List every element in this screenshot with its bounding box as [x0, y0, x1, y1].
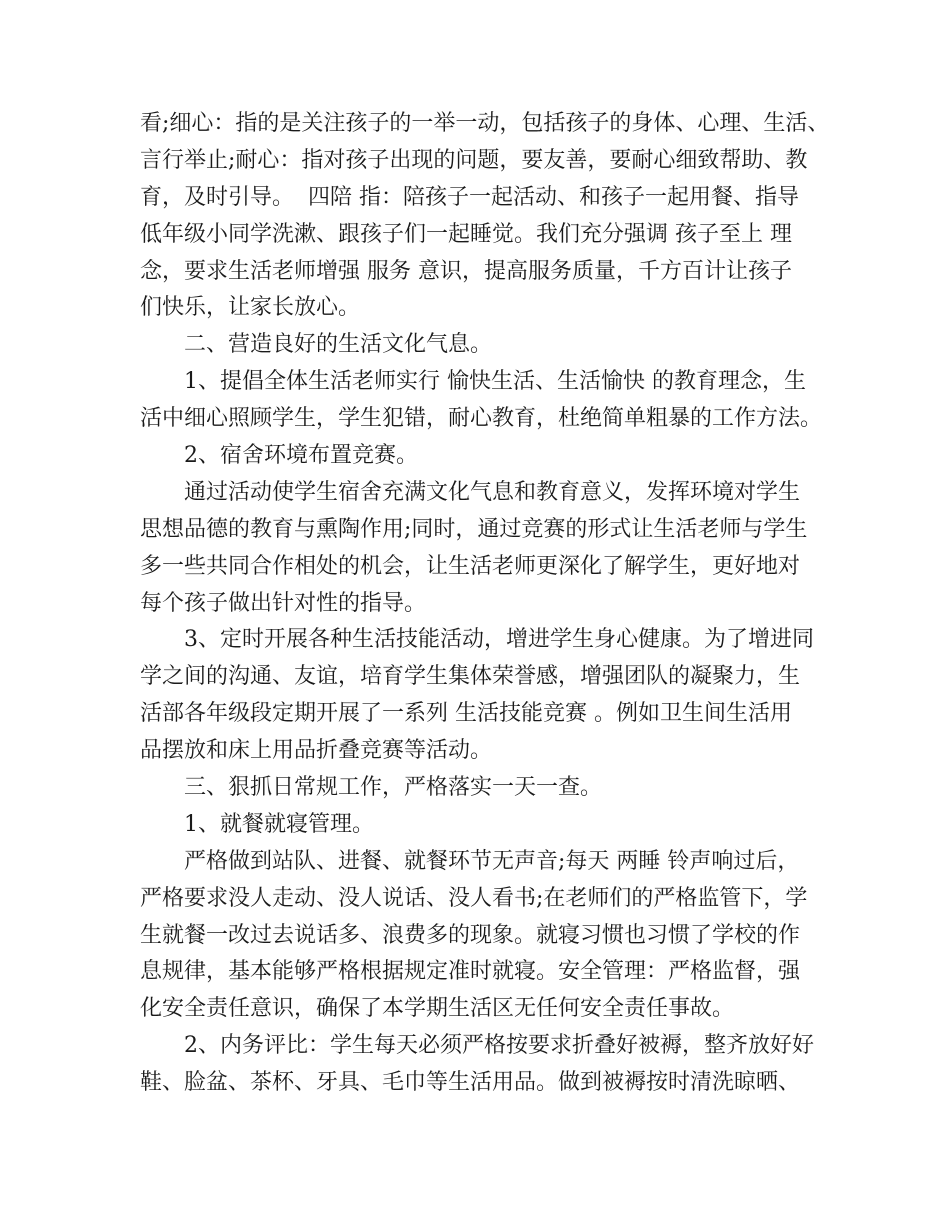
text-line: 2、宿舍环境布置竞赛。: [184, 443, 418, 469]
text-line: 看;细心：指的是关注孩子的一举一动，包括孩子的身体、心理、生活、: [140, 111, 830, 136]
text-line: 严格要求没人走动、没人说话、没人看书;在老师们的严格监管下，学: [140, 885, 808, 911]
text-line: 念，要求生活老师增强 服务 意识，提高服务质量，千方百计让孩子: [140, 258, 792, 284]
text-line: 通过活动使学生宿舍充满文化气息和教育意义，发挥环境对学生: [184, 479, 801, 505]
text-line: 思想品德的教育与熏陶作用;同时，通过竞赛的形式让生活老师与学生: [140, 516, 808, 542]
text-line: 活中细心照顾学生，学生犯错，耐心教育，杜绝简单粗暴的工作方法。: [140, 406, 823, 432]
text-line: 鞋、脸盆、茶杯、牙具、毛巾等生活用品。做到被褥按时清洗晾晒、: [140, 1070, 801, 1096]
text-line: 三、狠抓日常规工作，严格落实一天一查。: [184, 775, 603, 801]
text-line: 学之间的沟通、友谊，培育学生集体荣誉感，增强团队的凝聚力，生: [140, 664, 801, 690]
text-line: 品摆放和床上用品折叠竞赛等活动。: [140, 738, 493, 764]
text-line: 育，及时引导。 四陪 指：陪孩子一起活动、和孩子一起用餐、指导: [140, 184, 799, 210]
text-line: 低年级小同学洗漱、跟孩子们一起睡觉。我们充分强调 孩子至上 理: [140, 221, 792, 247]
text-line: 言行举止;耐心：指对孩子出现的问题，要友善，要耐心细致帮助、教: [140, 147, 808, 173]
text-line: 2、内务评比：学生每天必须严格按要求折叠好被褥，整齐放好好: [184, 1033, 814, 1059]
text-line: 二、营造良好的生活文化气息。: [184, 332, 493, 358]
text-line: 严格做到站队、进餐、就餐环节无声音;每天 两睡 铃声响过后，: [184, 848, 800, 874]
text-line: 多一些共同合作相处的机会，让生活老师更深化了解学生，更好地对: [140, 553, 801, 579]
text-line: 1、就餐就寝管理。: [184, 811, 374, 837]
text-line: 生就餐一改过去说话多、浪费多的现象。就寝习惯也习惯了学校的作: [140, 922, 801, 948]
text-line: 化安全责任意识，确保了本学期生活区无任何安全责任事故。: [140, 996, 735, 1022]
body-text: [140, 106, 830, 1102]
text-line: 活部各年级段定期开展了一系列 生活技能竞赛 。例如卫生间生活用: [140, 701, 792, 727]
text-line: 每个孩子做出针对性的指导。: [140, 590, 427, 616]
text-line: 息规律，基本能够严格根据规定准时就寝。安全管理：严格监督，强: [140, 959, 801, 985]
text-line: 1、提倡全体生活老师实行 愉快生活、生活愉快 的教育理念，生: [184, 369, 806, 395]
text-line: 3、定时开展各种生活技能活动，增进学生身心健康。为了增进同: [184, 627, 814, 653]
text-line: 们快乐，让家长放心。: [140, 295, 361, 321]
